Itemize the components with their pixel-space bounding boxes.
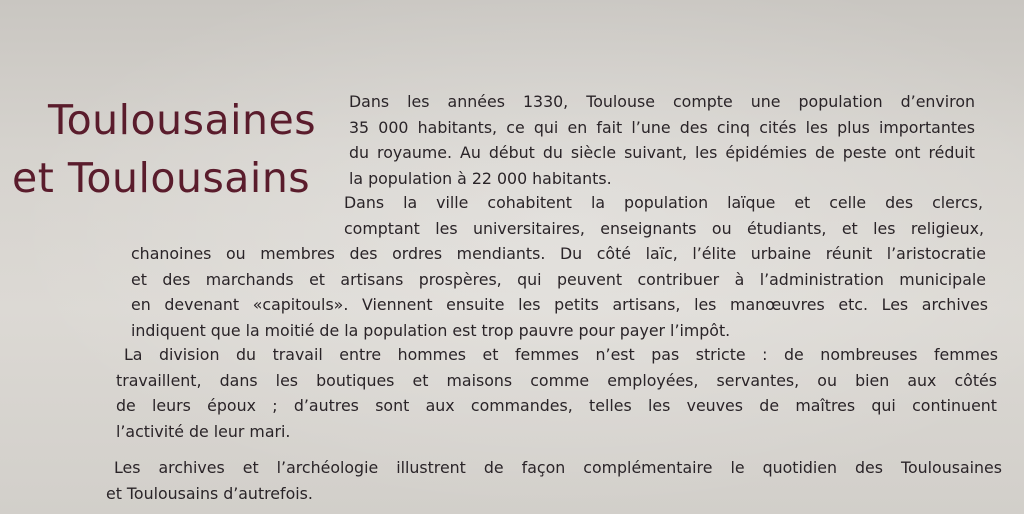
paragraph-line: de leurs époux ; d’autres sont aux commandes, telles les veuves de maîtres qui continuent: [116, 396, 997, 415]
paragraph-line: la population à 22 000 habitants.: [349, 168, 612, 188]
paragraph-1: [349, 89, 975, 191]
paragraph-4: [106, 455, 1002, 506]
paragraph-line: 35 000 habitants, ce qui en fait l’une des cinq cités les plus importantes: [349, 117, 975, 137]
paragraph-line: et des marchands et artisans prospères, qui peuvent contribuer à l’administration municipale: [131, 269, 986, 289]
paragraph-line: La division du travail entre hommes et femmes n’est pas stricte : de nombreuses femmes: [124, 345, 998, 364]
paragraph-line: comptant les universitaires, enseignants ou étudiants, et les religieux,: [344, 218, 984, 238]
paragraph-line: et Toulousains d’autrefois.: [106, 483, 313, 503]
paragraph-3: [116, 342, 997, 444]
paragraph-line: indiquent que la moitié de la population est trop pauvre pour payer l’impôt.: [131, 320, 731, 340]
title-line-1: Toulousaines: [48, 96, 317, 144]
paragraph-line: travaillent, dans les boutiques et maisons comme employées, servantes, ou bien aux côtés: [116, 370, 997, 390]
paragraph-2: [131, 190, 988, 343]
paragraph-line: Dans la ville cohabitent la population laïque et celle des clercs,: [344, 193, 983, 212]
paragraph-line: en devenant «capitouls». Viennent ensuite les petits artisans, les manœuvres etc. Les archives: [131, 295, 988, 314]
paragraph-line: du royaume. Au début du siècle suivant, les épidémies de peste ont réduit: [349, 143, 975, 162]
paragraph-line: chanoines ou membres des ordres mendiants. Du côté laïc, l’élite urbaine réunit l’aristocratie: [131, 244, 986, 263]
paragraph-line: l’activité de leur mari.: [116, 421, 291, 441]
paragraph-line: Dans les années 1330, Toulouse compte une population d’environ: [349, 92, 975, 111]
paragraph-line: Les archives et l’archéologie illustrent de façon complémentaire le quotidien des Toulousaines: [114, 458, 1002, 477]
title-line-2: et Toulousains: [12, 154, 311, 202]
